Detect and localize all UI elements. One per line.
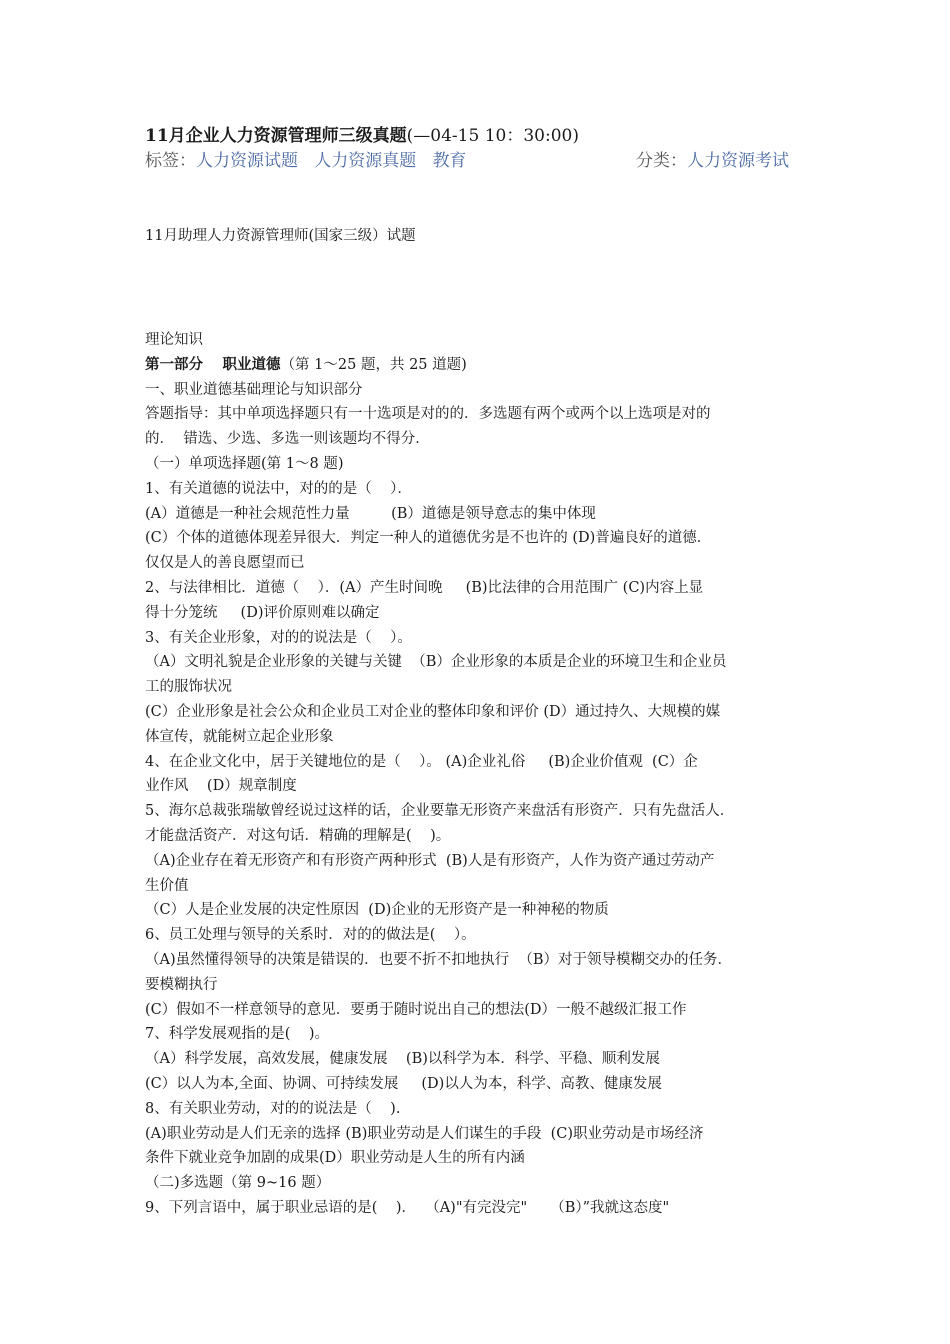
text-line: （二)多选题（第 9~16 题） [145,1175,331,1192]
category-group [636,150,789,173]
text-line: (C）以人为本,全面、协调、可持续发展 (D)以人为本，科学、高教、健康发展 [145,1075,662,1092]
text-line: （A)虽然懂得领导的决策是错误的．也要不折不扣地执行 （B）对于领导模糊交办的任务． [145,951,732,968]
text-line: (A)职业劳动是人们无亲的选择 (B)职业劳动是人们谋生的手段 (C)职业劳动是市场经济 [145,1125,704,1142]
text-line: 的． 错选、少选、多选一则该题均不得分． [145,431,430,448]
text-line: (C）假如不一样意领导的意见．要勇于随时说出自己的想法(D）一般不越级汇报工作 [145,1001,687,1018]
category-link[interactable]: 人力资源考试 [687,151,789,171]
tag-link-1[interactable]: 人力资源试题 [196,151,298,171]
text-line: （C）人是企业发展的决定性原因 (D)企业的无形资产是一种神秘的物质 [145,902,609,919]
text-line: 要模糊执行 [145,976,218,993]
text-line: （A）文明礼貌是企业形象的关键与关键 （B）企业形象的本质是企业的环境卫生和企业员 [145,654,727,671]
part-name: 第一部分 职业道德 [145,355,281,373]
text-line: 仅仅是人的善良愿望而已 [145,555,305,572]
text-line: 6、员工处理与领导的关系时．对的的做法是( ）。 [145,927,476,944]
part-heading [145,353,810,378]
text-line: 生价值 [145,877,189,894]
text-line: 1、有关道德的说法中，对的的是（ ）． [145,480,412,497]
text-line: 5、海尔总裁张瑞敏曾经说过这样的话，企业要靠无形资产来盘活有形资产．只有先盘活人． [145,803,735,820]
text-line: （A)企业存在着无形资产和有形资产两种形式 (B)人是有形资产，人作为资产通过劳动产 [145,852,715,869]
text-line: 工的服饰状况 [145,679,232,696]
tag-link-3[interactable]: 教育 [432,151,467,171]
text-line: 一、职业道德基础理论与知识部分 [145,381,363,398]
text-line: 得十分笼统 (D)评价原则难以确定 [145,604,380,621]
text-line: 8、有关职业劳动，对的的说法是（ ). [145,1100,401,1117]
title-text: 11月企业人力资源管理师三级真题 [145,126,407,146]
text-line: (A）道德是一种社会规范性力量 (B）道德是领导意志的集中体现 [145,505,596,522]
text-line: (C）个体的道德体现差异很大．判定一种人的道德优劣是不也许的 (D)普遍良好的道德． [145,530,712,547]
text-line: 条件下就业竞争加剧的成果(D）职业劳动是人生的所有内涵 [145,1150,525,1167]
text-line: 9、下列言语中，属于职业忌语的是( )． （A)"有完没完" （B）”我就这态度" [145,1199,670,1216]
text-line: (C）企业形象是社会公众和企业员工对企业的整体印象和评价 (D）通过持久、大规模的媒 [145,703,721,720]
text-line: 才能盘活资产．对这句话．精确的理解是( )。 [145,827,451,844]
text-line: 2、与法律相比．道德（ ）．(A）产生时间晚 (B)比法律的合用范围广 (C)内容上显 [145,579,704,596]
text-line: 答题指导：其中单项选择题只有一十选项是对的的．多选题有两个或两个以上选项是对的 [145,406,711,423]
exam-content [145,328,810,1221]
question-lines [145,378,810,1221]
section-title: 理论知识 [145,332,203,348]
article-title [145,124,810,148]
text-line: （一）单项选择题(第 1～8 题) [145,455,344,472]
tags-group [145,150,505,173]
text-line: 7、科学发展观指的是( )。 [145,1026,329,1043]
part-range: （第 1～25 题，共 25 道题) [280,356,467,373]
text-line: 体宣传，就能树立起企业形象 [145,728,334,745]
document-page [145,124,810,1221]
text-line: 3、有关企业形象，对的的说法是（ ）。 [145,629,412,646]
tag-link-2[interactable]: 人力资源真题 [314,151,417,171]
document-subtitle: 11月助理人力资源管理师(国家三级）试题 [145,228,416,244]
title-date: (—04-15 10：30:00) [406,126,579,146]
text-line: 业作风 (D）规章制度 [145,778,297,795]
text-line: 4、在企业文化中，居于关键地位的是（ ）。 (A)企业礼俗 (B)企业价值观 (C）企 [145,753,698,770]
text-line: （A）科学发展，高效发展，健康发展 (B)以科学为本．科学、平稳、顺利发展 [145,1051,660,1068]
tags-row [145,150,810,196]
tags-label: 标签： [145,151,196,171]
category-label: 分类： [636,151,687,171]
